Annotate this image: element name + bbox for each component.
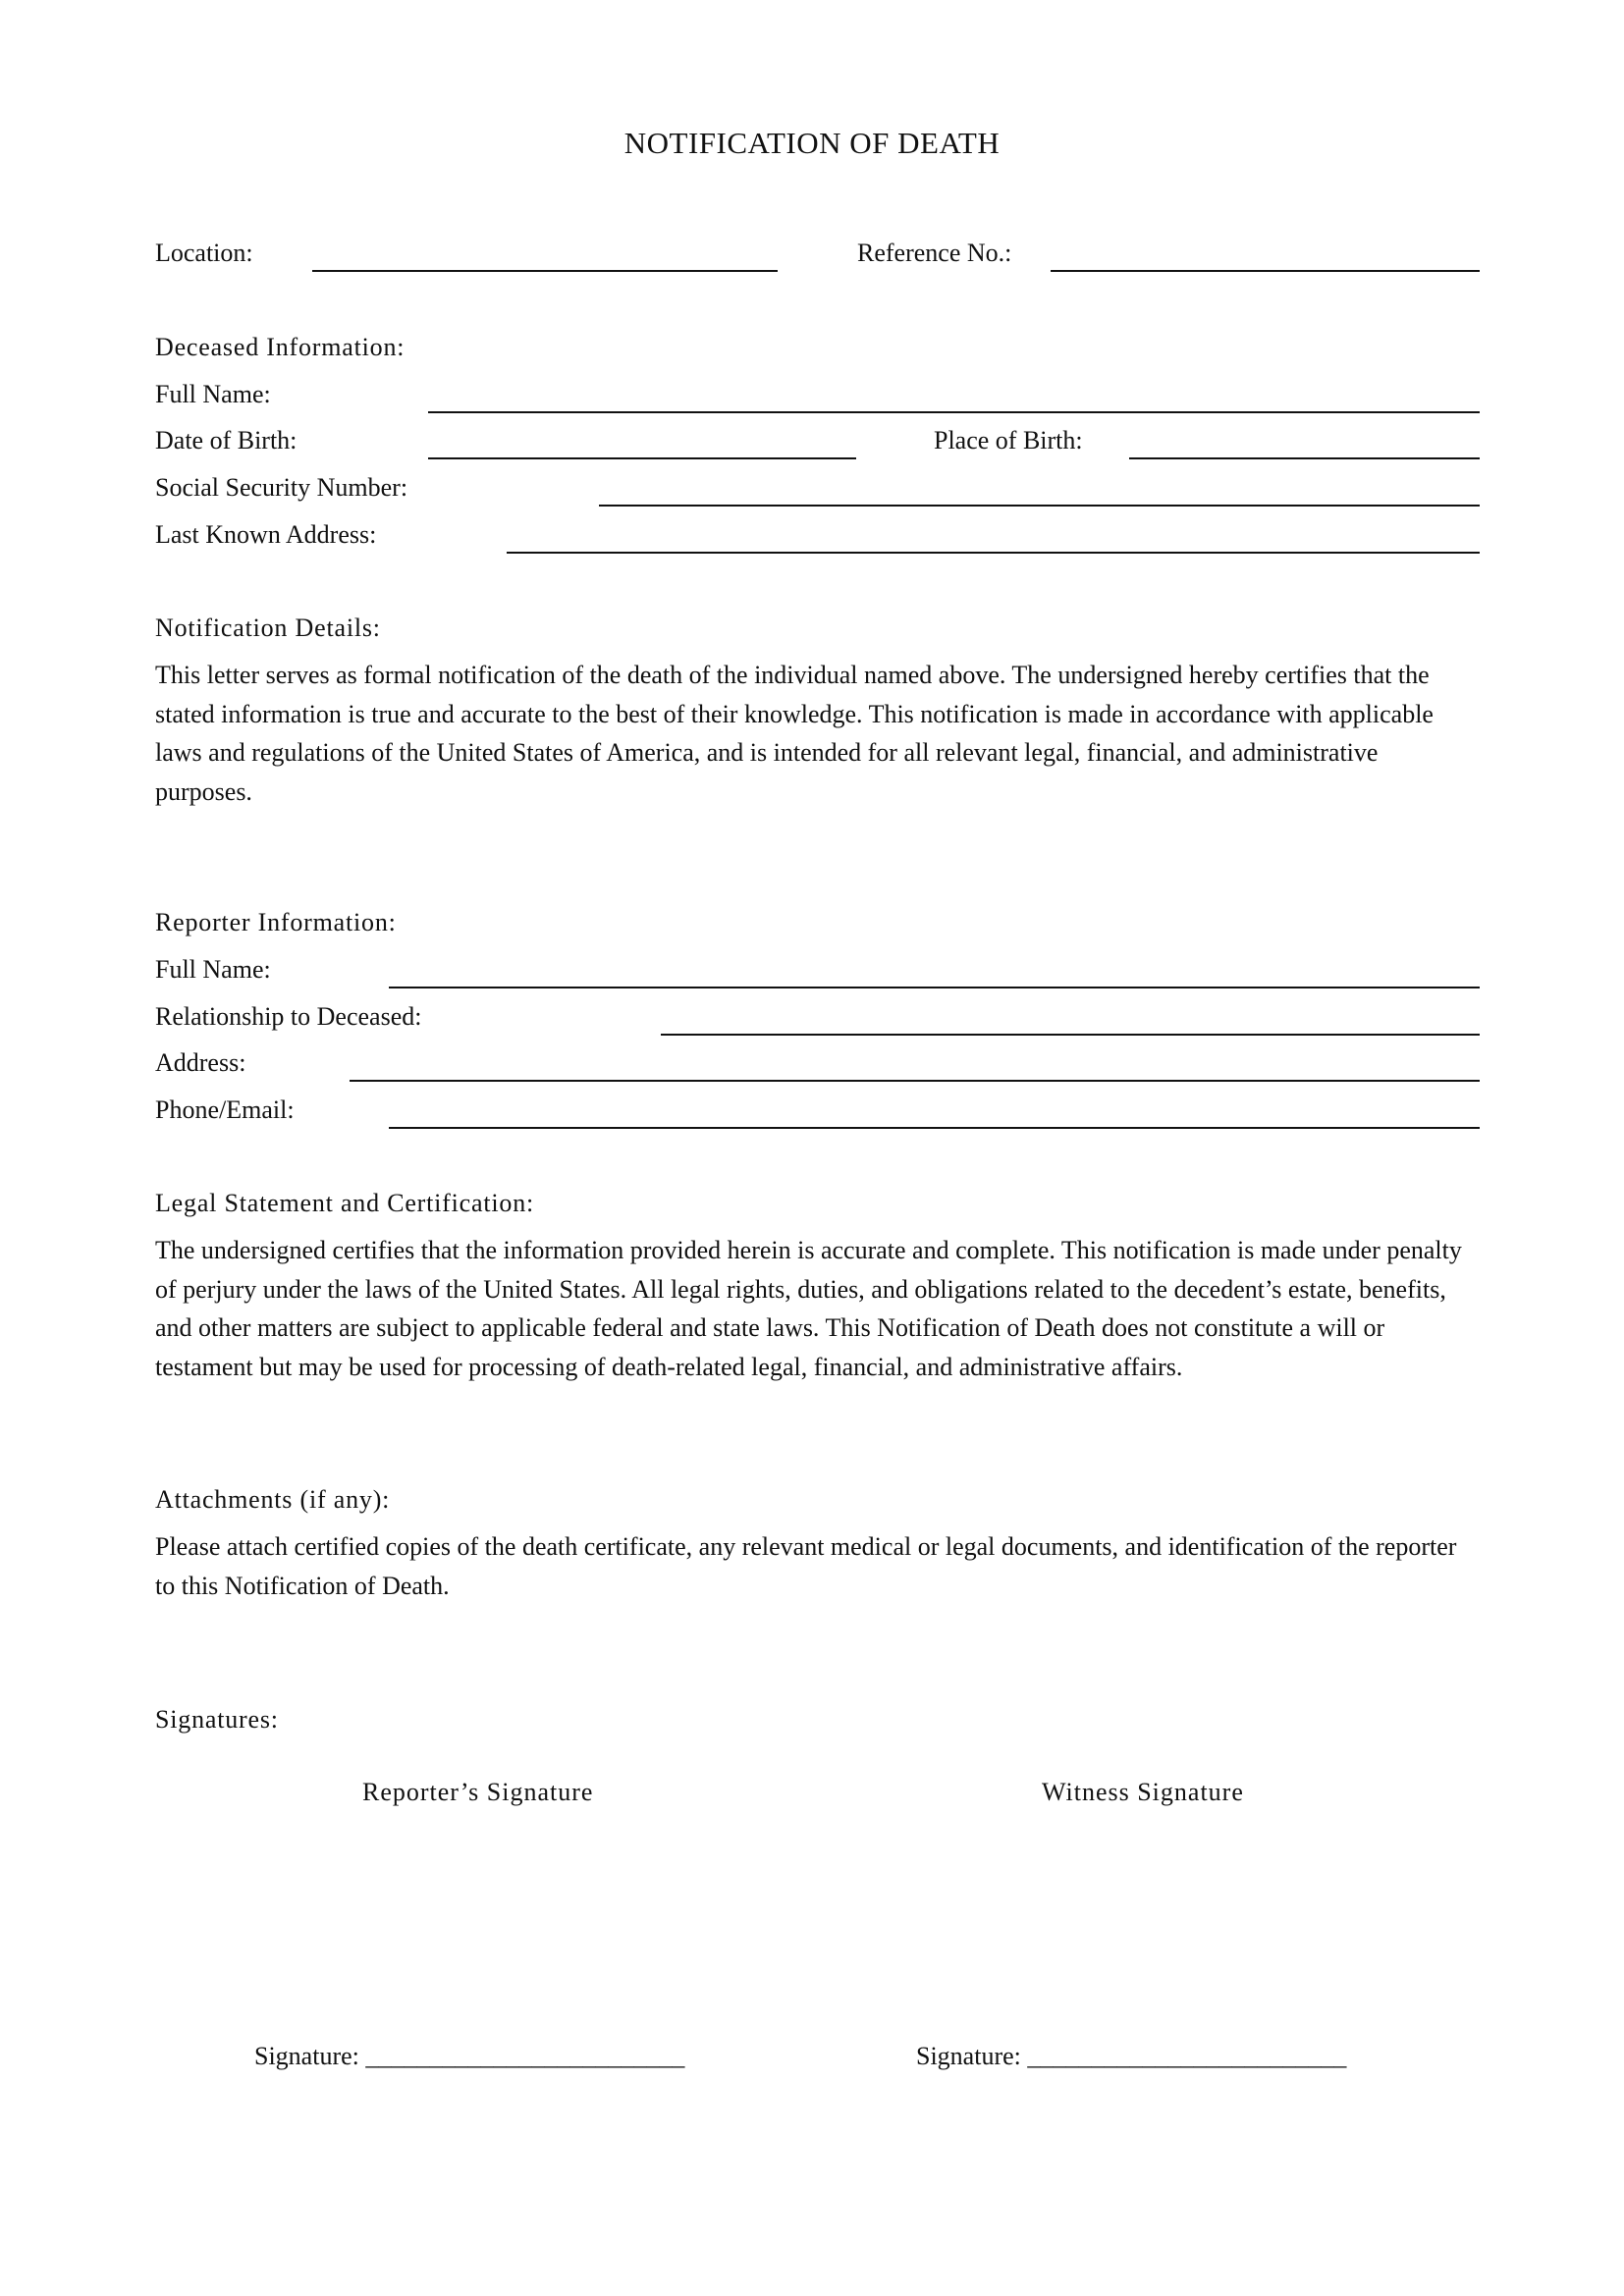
reporter-address-label: Address:: [155, 1048, 246, 1077]
notification-body: This letter serves as formal notification of the death of the individual named above. The undersigned hereby certifies that the stated information is true and accurate to the best of their knowledge. This notification is made in accordance with applicable laws and regulations of the United States of America, and is intended for all relevant legal, financial, and administrative purposes.: [155, 661, 1434, 806]
witness-signature-line[interactable]: Signature: _________________________: [916, 2042, 1347, 2070]
reference-label: Reference No.:: [857, 239, 1012, 267]
deceased-full-name-label: Full Name:: [155, 380, 271, 408]
dob-label: Date of Birth:: [155, 426, 298, 454]
reporter-full-name-field[interactable]: [389, 987, 1480, 988]
witness-signature-heading: Witness Signature: [1042, 1778, 1244, 1806]
pob-field[interactable]: [1129, 457, 1480, 459]
ssn-field[interactable]: [599, 505, 1480, 507]
reporter-address-field[interactable]: [350, 1080, 1480, 1082]
relationship-field[interactable]: [661, 1034, 1480, 1036]
deceased-full-name-field[interactable]: [428, 411, 1480, 413]
legal-heading: Legal Statement and Certification:: [155, 1189, 535, 1217]
reference-field[interactable]: [1051, 270, 1480, 272]
reporter-signature-heading: Reporter’s Signature: [362, 1778, 594, 1806]
pob-label: Place of Birth:: [934, 426, 1083, 454]
location-field[interactable]: [312, 270, 778, 272]
notification-heading: Notification Details:: [155, 614, 381, 642]
legal-body: The undersigned certifies that the information provided herein is accurate and complete. This notification is made under penalty of perjury under the laws of the United States. All legal rights, duties, and obligations related to the decedent’s estate, benefits, and other matters are subject to applicable federal and state laws. This Notification of Death does not constitute a will or testament but may be used for processing of death-related legal, financial, and administrative affairs.: [155, 1236, 1462, 1381]
location-label: Location:: [155, 239, 253, 267]
signatures-heading: Signatures:: [155, 1705, 279, 1734]
attachments-heading: Attachments (if any):: [155, 1485, 391, 1514]
document-title: NOTIFICATION OF DEATH: [623, 126, 1001, 160]
last-address-label: Last Known Address:: [155, 520, 377, 549]
reporter-full-name-label: Full Name:: [155, 955, 271, 984]
dob-field[interactable]: [428, 457, 856, 459]
reporter-signature-line[interactable]: Signature: _________________________: [254, 2042, 685, 2070]
ssn-label: Social Security Number:: [155, 473, 408, 502]
contact-field[interactable]: [389, 1127, 1480, 1129]
reporter-heading: Reporter Information:: [155, 908, 397, 936]
deceased-heading: Deceased Information:: [155, 333, 406, 361]
contact-label: Phone/Email:: [155, 1095, 295, 1124]
last-address-field[interactable]: [507, 552, 1480, 554]
relationship-label: Relationship to Deceased:: [155, 1002, 422, 1031]
attachments-body: Please attach certified copies of the death certificate, any relevant medical or legal documents, and identification of the reporter to this Notification of Death.: [155, 1532, 1457, 1600]
